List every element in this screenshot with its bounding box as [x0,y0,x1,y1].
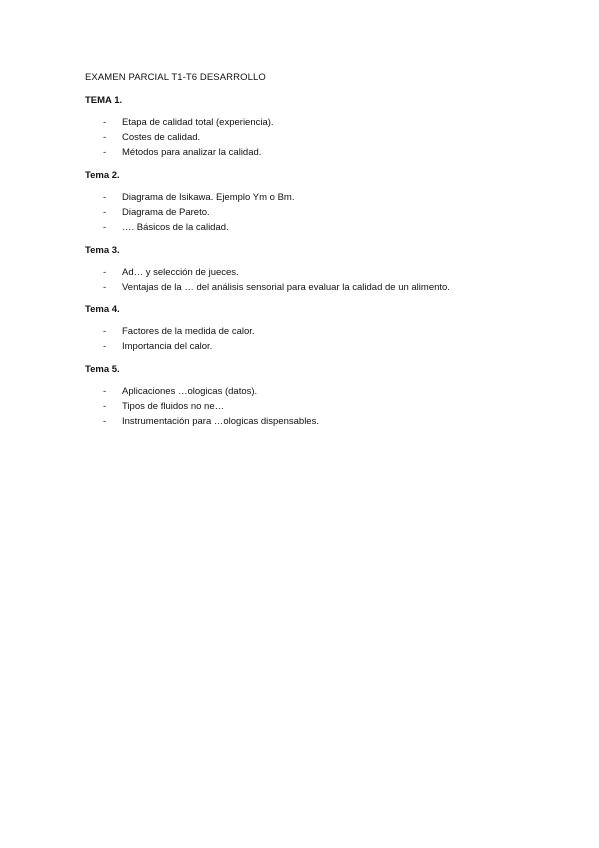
list-item [85,282,545,297]
list-item [85,326,545,341]
list-item [85,341,545,356]
list-item-text: Instrumentación para …ologicas dispensables. [122,416,319,427]
list-item-text: Diagrama de Pareto. [122,207,210,218]
section-tema-3 [85,245,545,297]
section-tema-4 [85,304,545,356]
document-title: EXAMEN PARCIAL T1-T6 DESARROLLO [85,72,266,83]
bullet-dash: - [103,117,107,128]
list-item [85,192,545,207]
section-heading: Tema 2. [85,170,120,181]
bullet-dash: - [103,132,107,143]
list-item [85,117,545,132]
bullet-dash: - [103,147,107,158]
bullet-dash: - [103,326,107,337]
list-item [85,222,545,237]
list-item [85,401,545,416]
list-item [85,207,545,222]
list-item-text: Factores de la medida de calor. [122,326,255,337]
section-tema-2 [85,170,545,237]
bullet-dash: - [103,207,107,218]
list-item [85,386,545,401]
list-item [85,132,545,147]
list-item-text: …. Básicos de la calidad. [122,222,229,233]
item-list [85,117,545,162]
item-list [85,192,545,237]
list-item-text: Etapa de calidad total (experiencia). [122,117,274,128]
section-tema-1 [85,95,545,162]
list-item [85,147,545,162]
bullet-dash: - [103,416,107,427]
section-tema-5 [85,364,545,431]
bullet-dash: - [103,282,107,293]
section-heading: Tema 5. [85,364,120,375]
item-list [85,267,545,297]
bullet-dash: - [103,222,107,233]
item-list [85,386,545,431]
bullet-dash: - [103,386,107,397]
bullet-dash: - [103,267,107,278]
section-heading: Tema 3. [85,245,120,256]
list-item-text: Tipos de fluidos no ne… [122,401,225,412]
list-item-text: Métodos para analizar la calidad. [122,147,262,158]
list-item-text: Diagrama de Isikawa. Ejemplo Ym o Bm. [122,192,295,203]
section-heading: TEMA 1. [85,95,123,106]
bullet-dash: - [103,341,107,352]
list-item-text: Aplicaciones …ologicas (datos). [122,386,258,397]
list-item-text: Costes de calidad. [122,132,201,143]
section-heading: Tema 4. [85,304,120,315]
bullet-dash: - [103,192,107,203]
list-item-text: Ad… y selección de jueces. [122,267,239,278]
list-item-text: Ventajas de la … del análisis sensorial para evaluar la calidad de un alimento. [122,282,450,293]
list-item [85,416,545,431]
item-list [85,326,545,356]
list-item [85,267,545,282]
list-item-text: Importancia del calor. [122,341,213,352]
bullet-dash: - [103,401,107,412]
